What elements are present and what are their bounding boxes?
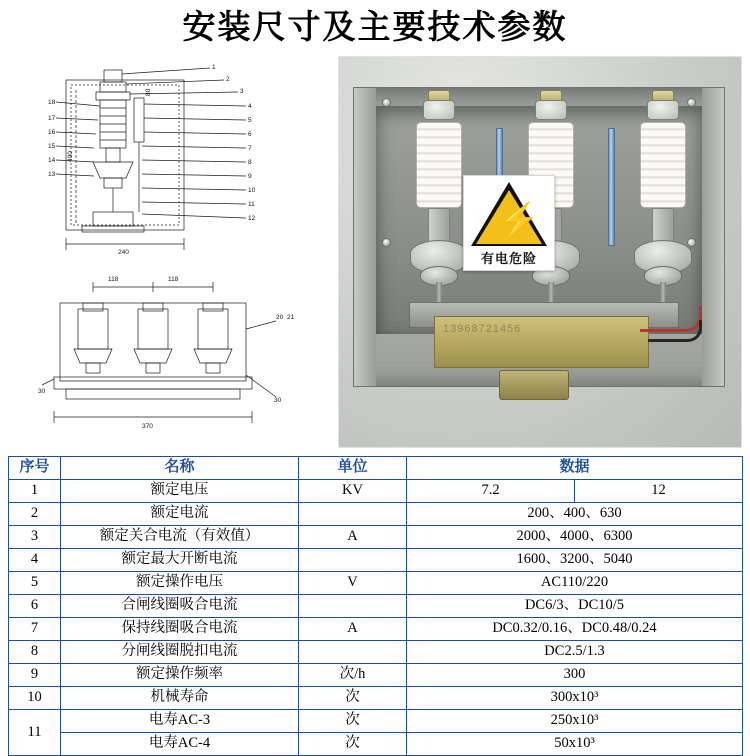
svg-text:30: 30 bbox=[274, 397, 282, 404]
svg-text:8: 8 bbox=[248, 159, 252, 166]
vacuum-interrupter-pole bbox=[634, 114, 692, 324]
media-row bbox=[0, 52, 750, 452]
svg-text:400: 400 bbox=[67, 151, 74, 162]
drawing-plan-view bbox=[38, 267, 298, 432]
cell-no: 7 bbox=[9, 618, 61, 641]
table-row bbox=[9, 572, 743, 595]
table-header-row bbox=[9, 457, 743, 480]
cell-name: 额定关合电流（有效值） bbox=[61, 526, 299, 549]
spec-table bbox=[8, 456, 743, 756]
screw-icon bbox=[382, 238, 391, 247]
screw-icon bbox=[382, 98, 391, 107]
table-row bbox=[9, 595, 743, 618]
svg-text:16: 16 bbox=[48, 129, 56, 136]
ceramic-insulator bbox=[640, 122, 686, 208]
mounting-tab bbox=[499, 370, 569, 400]
cell-unit: A bbox=[299, 526, 407, 549]
cell-data-span: DC6/3、DC10/5 bbox=[407, 595, 743, 618]
bellows bbox=[652, 208, 674, 242]
vacuum-interrupter-pole bbox=[410, 114, 468, 324]
insulating-bar bbox=[608, 128, 615, 246]
svg-text:1: 1 bbox=[212, 64, 216, 71]
svg-text:118: 118 bbox=[108, 276, 119, 283]
ceramic-insulator bbox=[416, 122, 462, 208]
cell-unit: 次 bbox=[299, 710, 407, 733]
svg-text:370: 370 bbox=[142, 423, 153, 430]
cell-name: 额定电压 bbox=[61, 480, 299, 503]
svg-text:14: 14 bbox=[48, 157, 56, 164]
cell-data-span: 2000、4000、6300 bbox=[407, 526, 743, 549]
cell-no: 11 bbox=[9, 710, 61, 756]
svg-text:10: 10 bbox=[248, 187, 256, 194]
table-row bbox=[9, 641, 743, 664]
svg-text:118: 118 bbox=[168, 276, 179, 283]
cell-name: 保持线圈吸合电流 bbox=[61, 618, 299, 641]
cell-no: 6 bbox=[9, 595, 61, 618]
svg-text:6: 6 bbox=[248, 131, 252, 138]
cell-data-span: 250x10³ bbox=[407, 710, 743, 733]
cell-name: 分闸线圈脱扣电流 bbox=[61, 641, 299, 664]
cell-unit bbox=[299, 549, 407, 572]
cell-unit: 次 bbox=[299, 687, 407, 710]
warning-sign bbox=[463, 175, 555, 271]
cell-data-1: 7.2 bbox=[407, 480, 575, 503]
svg-text:20: 20 bbox=[276, 314, 284, 321]
black-wire bbox=[648, 320, 702, 342]
page-title: 安装尺寸及主要技术参数 bbox=[182, 10, 568, 46]
cell-unit: 次 bbox=[299, 733, 407, 756]
svg-text:12: 12 bbox=[248, 215, 256, 222]
cell-no: 8 bbox=[9, 641, 61, 664]
enclosure-left-wall bbox=[354, 88, 376, 386]
cell-unit: A bbox=[299, 618, 407, 641]
svg-text:2: 2 bbox=[226, 76, 230, 83]
svg-text:5: 5 bbox=[248, 117, 252, 124]
plan-view-svg bbox=[38, 267, 298, 432]
cell-no: 9 bbox=[9, 664, 61, 687]
cell-unit: KV bbox=[299, 480, 407, 503]
cell-no: 3 bbox=[9, 526, 61, 549]
cell-data-span: DC0.32/0.16、DC0.48/0.24 bbox=[407, 618, 743, 641]
col-header-unit: 单位 bbox=[299, 457, 407, 480]
cell-no: 10 bbox=[9, 687, 61, 710]
watermark-text: 13968721456 bbox=[443, 323, 522, 335]
cell-name: 额定操作电压 bbox=[61, 572, 299, 595]
svg-text:21: 21 bbox=[287, 314, 295, 321]
table-row bbox=[9, 664, 743, 687]
table-row bbox=[9, 503, 743, 526]
table-row bbox=[9, 733, 743, 756]
cell-data-span: 1600、3200、5040 bbox=[407, 549, 743, 572]
col-header-name: 名称 bbox=[61, 457, 299, 480]
svg-text:3: 3 bbox=[240, 88, 244, 95]
col-header-data: 数据 bbox=[407, 457, 743, 480]
svg-text:7: 7 bbox=[248, 145, 252, 152]
svg-text:9: 9 bbox=[248, 173, 252, 180]
drawing-front-view bbox=[38, 62, 288, 262]
table-row bbox=[9, 710, 743, 733]
table-row bbox=[9, 687, 743, 710]
svg-text:240: 240 bbox=[118, 249, 129, 256]
cell-unit bbox=[299, 503, 407, 526]
table-row bbox=[9, 526, 743, 549]
high-voltage-icon: ⚡ bbox=[471, 182, 547, 246]
cell-unit bbox=[299, 641, 407, 664]
cell-unit: 次/h bbox=[299, 664, 407, 687]
cell-data-span: DC2.5/1.3 bbox=[407, 641, 743, 664]
table-row bbox=[9, 480, 743, 503]
svg-text:17: 17 bbox=[48, 115, 56, 122]
terminal-cap bbox=[535, 100, 567, 120]
cell-data-span: 300 bbox=[407, 664, 743, 687]
terminal-cap bbox=[647, 100, 679, 120]
product-photo bbox=[338, 56, 742, 448]
cell-unit bbox=[299, 595, 407, 618]
svg-text:18: 18 bbox=[48, 99, 56, 106]
table-row bbox=[9, 618, 743, 641]
cell-unit: V bbox=[299, 572, 407, 595]
svg-text:80: 80 bbox=[145, 88, 152, 96]
warning-label: 有电危险 bbox=[480, 251, 537, 266]
cell-no: 1 bbox=[9, 480, 61, 503]
table-row bbox=[9, 549, 743, 572]
cell-data-2: 12 bbox=[575, 480, 743, 503]
terminal-cap bbox=[423, 100, 455, 120]
base-plate bbox=[434, 316, 649, 368]
enclosure-right-wall bbox=[702, 88, 724, 386]
screw-icon bbox=[687, 98, 696, 107]
bellows bbox=[428, 208, 450, 242]
cell-no: 5 bbox=[9, 572, 61, 595]
cell-name: 额定操作频率 bbox=[61, 664, 299, 687]
cell-no: 4 bbox=[9, 549, 61, 572]
technical-drawings bbox=[8, 52, 328, 447]
cell-name: 额定电流 bbox=[61, 503, 299, 526]
col-header-no: 序号 bbox=[9, 457, 61, 480]
svg-text:13: 13 bbox=[48, 171, 56, 178]
svg-text:30: 30 bbox=[38, 388, 46, 395]
cell-name: 电寿AC-3 bbox=[61, 710, 299, 733]
cell-name: 合闸线圈吸合电流 bbox=[61, 595, 299, 618]
cell-data-span: 200、400、630 bbox=[407, 503, 743, 526]
cell-no: 2 bbox=[9, 503, 61, 526]
svg-text:4: 4 bbox=[248, 103, 252, 110]
cell-data-span: 300x10³ bbox=[407, 687, 743, 710]
svg-text:11: 11 bbox=[248, 201, 255, 208]
cell-name: 电寿AC-4 bbox=[61, 733, 299, 756]
cell-name: 额定最大开断电流 bbox=[61, 549, 299, 572]
cell-data-span: 50x10³ bbox=[407, 733, 743, 756]
cell-name: 机械寿命 bbox=[61, 687, 299, 710]
svg-text:15: 15 bbox=[48, 143, 56, 150]
cell-data-span: AC110/220 bbox=[407, 572, 743, 595]
front-view-svg bbox=[38, 62, 288, 262]
